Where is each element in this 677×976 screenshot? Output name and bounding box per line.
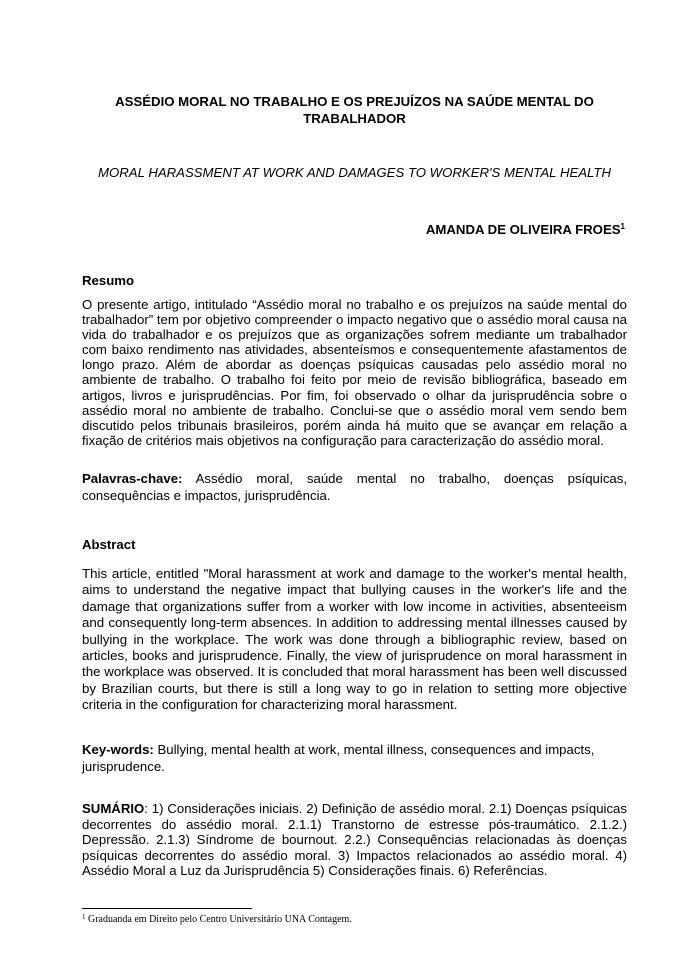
palavras-chave-text: Assédio moral, saúde mental no trabalho, doenças psíquicas, consequências e impactos, jurisprudência.	[82, 471, 627, 503]
abstract-paragraph: This article, entitled "Moral harassment at work and damage to the worker's mental health, aims to understand the negative impact that bullying causes in the worker's life and the damage that organizations suffer from a worker with low income in activities, absenteeism and consequently long-term absences. In addition to addressing mental illnesses caused by bullying in the workplace. The work was done through a bibliographic review, based on articles, books and jurisprudence. Finally, the view of jurisprudence on moral harassment in the workplace was observed. It is concluded that moral harassment has been well discussed by Brazilian courts, but there is still a long way to go in relation to setting more objective criteria in the configuration for characterizing moral harassment.	[82, 566, 627, 713]
sumario-label: SUMÁRIO	[82, 801, 145, 816]
resumo-paragraph: O presente artigo, intitulado “Assédio moral no trabalho e os prejuízos na saúde mental do trabalhador” tem por objetivo compreender o impacto negativo que o assédio moral causa na vida do trabalhador e os prejuízos que as organizações sofrem mediante um trabalhador com baixo rendimento nas atividades, absenteísmos e consequentemente afastamentos de longo prazo. Além de abordar as doenças psíquicas causadas pelo assédio moral no ambiente de trabalho. O trabalho foi feito por meio de revisão bibliográfica, baseado em artigos, livros e jurisprudências. Por fim, foi observado o olhar da jurisprudência sobre o assédio moral no ambiente de trabalho. Conclui-se que o assédio moral vem sendo bem discutido pelos tribunais brasileiros, porém ainda há muito que se avançar em relação a fixação de critérios mais objetivos na configuração para caracterização do assédio moral.	[82, 297, 627, 448]
footnote-divider	[82, 908, 252, 909]
palavras-chave	[82, 471, 627, 504]
author-line	[426, 221, 625, 238]
sumario	[82, 801, 627, 879]
sumario-text: : 1) Considerações iniciais. 2) Definição de assédio moral. 2.1) Doenças psíquicas decorrentes do assédio moral. 2.1.1) Transtorno de estresse pós-traumático. 2.1.2.) Depressão. 2.1.3) Síndrome de bournout. 2.2.) Consequências relacionadas às doenças psíquicas decorrentes do assédio moral. 3) Impactos relacionados ao assédio moral. 4) Assédio Moral a Luz da Jurisprudência 5) Considerações finais. 6) Referências.	[82, 801, 627, 878]
article-title: ASSÉDIO MORAL NO TRABALHO E OS PREJUÍZOS NA SAÚDE MENTAL DO TRABALHADOR	[115, 94, 594, 126]
abstract-heading: Abstract	[82, 537, 136, 552]
footnote-mark: 1	[82, 913, 86, 921]
author-name: AMANDA DE OLIVEIRA FROES	[425, 222, 621, 237]
footnote-text: Graduanda em Direito pelo Centro Universitário UNA Contagem.	[85, 914, 352, 925]
resumo-heading: Resumo	[82, 273, 135, 288]
key-words	[82, 742, 627, 775]
key-words-label: Key-words:	[82, 742, 154, 757]
author-footnote-mark: 1	[620, 222, 625, 231]
article-subtitle-english: MORAL HARASSMENT AT WORK AND DAMAGES TO WORKER'S MENTAL HEALTH	[98, 165, 611, 180]
footnote	[82, 914, 352, 926]
key-words-text: Bullying, mental health at work, mental illness, consequences and impacts, jurisprudence.	[82, 742, 595, 774]
palavras-chave-label: Palavras-chave:	[82, 471, 183, 486]
